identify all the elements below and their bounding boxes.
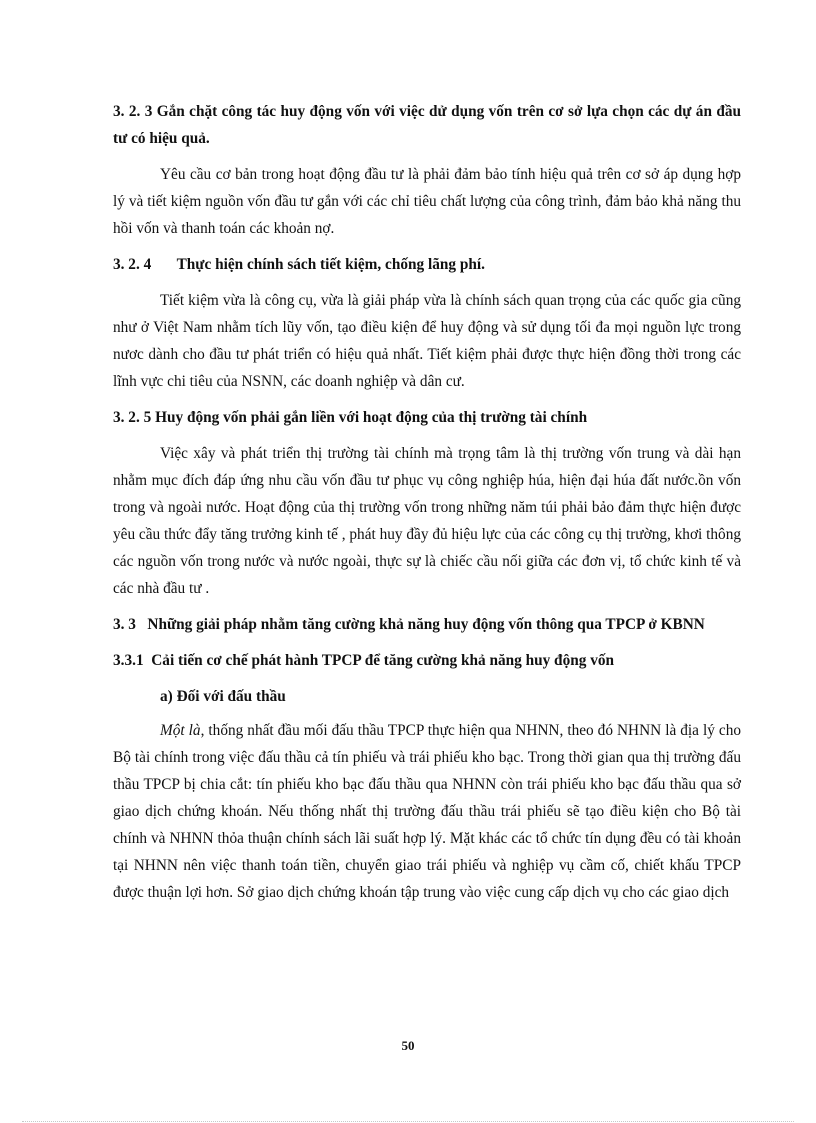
- lead-italic: Một là: [160, 722, 201, 739]
- paragraph-3-2-5: Việc xây và phát triển thị trường tài chính mà trọng tâm là thị trường vốn trung và dài hạn nhằm mục đích đáp ứng nhu cầu vốn đầu tư phục vụ công nghiệp húa, hiện đại húa đất nước.ồn vốn trong và ngoài nước. Hoạt động của thị trường vốn trong những năm túi phải bảo đảm thực hiện được yêu cầu thức đẩy tăng trưởng kinh tế , phát huy đầy đủ hiệu lực của các công cụ thị trường, khơi thông các nguồn vốn trong nước và nước ngoài, thực sự là chiếc cầu nối giữa các đơn vị, tổ chức kinh tế và các nhà đầu tư .: [113, 445, 741, 597]
- heading-3-3: 3. 3 Những giải pháp nhằm tăng cường khả năng huy động vốn thông qua TPCP ở KBNN: [113, 616, 705, 633]
- heading-3-2-4: [113, 251, 741, 278]
- page-bottom-divider: [22, 1121, 794, 1122]
- heading-3-2-4-text: Thực hiện chính sách tiết kiệm, chống lãng phí.: [176, 256, 485, 273]
- page-content: [113, 98, 741, 915]
- paragraph-3-2-3: Yêu cầu cơ bản trong hoạt động đầu tư là phải đảm bảo tính hiệu quả trên cơ sở áp dụng hợp lý và tiết kiệm nguồn vốn đầu tư gắn với các chỉ tiêu chất lượng của công trình, đảm bảo khả năng thu hồi vốn và thanh toán các khoản nợ.: [113, 166, 741, 237]
- paragraph-auction-text: , thống nhất đầu mối đấu thầu TPCP thực hiện qua NHNN, theo đó NHNN là địa lý cho Bộ tài chính trong việc đấu thầu cả tín phiếu và trái phiếu kho bạc. Trong thời gian qua thị trường đấu thầu TPCP bị chia cắt: tín phiếu kho bạc đấu thầu qua NHNN còn trái phiếu kho bạc đấu thầu qua sở giao dịch chứng khoán. Nếu thống nhất thị trường đấu thầu trái phiếu sẽ tạo điều kiện cho Bộ tài chính và NHNN thỏa thuận chính sách lãi suất hợp lý. Mặt khác các tổ chức tín dụng đều có tài khoản tại NHNN nên việc thanh toán tiền, chuyển giao trái phiếu và nghiệp vụ cầm cố, chiết khấu TPCP được thuận lợi hơn. Sở giao dịch chứng khoán tập trung vào việc cung cấp dịch vụ cho các giao dịch: [113, 722, 741, 901]
- heading-3-3-1: 3.3.1 Cải tiến cơ chế phát hành TPCP để tăng cường khả năng huy động vốn: [113, 652, 615, 669]
- heading-3-2-3: 3. 2. 3 Gắn chặt công tác huy động vốn với việc dử dụng vốn trên cơ sở lựa chọn các dự án đầu tư có hiệu quả.: [113, 103, 741, 147]
- paragraph-3-2-4: Tiết kiệm vừa là công cụ, vừa là giải pháp vừa là chính sách quan trọng của các quốc gia cũng như ở Việt Nam nhằm tích lũy vốn, tạo điều kiện để huy động và sử dụng tối đa mọi nguồn lực trong nươc dành cho đầu tư phát triển có hiệu quả nhất. Tiết kiệm phải được thực hiện đồng thời trong các lĩnh vực chi tiêu của NSNN, các doanh nghiệp và dân cư.: [113, 292, 741, 390]
- heading-3-2-5: 3. 2. 5 Huy động vốn phải gắn liền với hoạt động của thị trường tài chính: [113, 409, 588, 426]
- page-number: 50: [401, 1038, 415, 1053]
- paragraph-auction: [113, 717, 741, 906]
- heading-3-2-4-number: 3. 2. 4: [113, 256, 152, 273]
- subheading-auction: a) Đối với đấu thầu: [160, 688, 286, 705]
